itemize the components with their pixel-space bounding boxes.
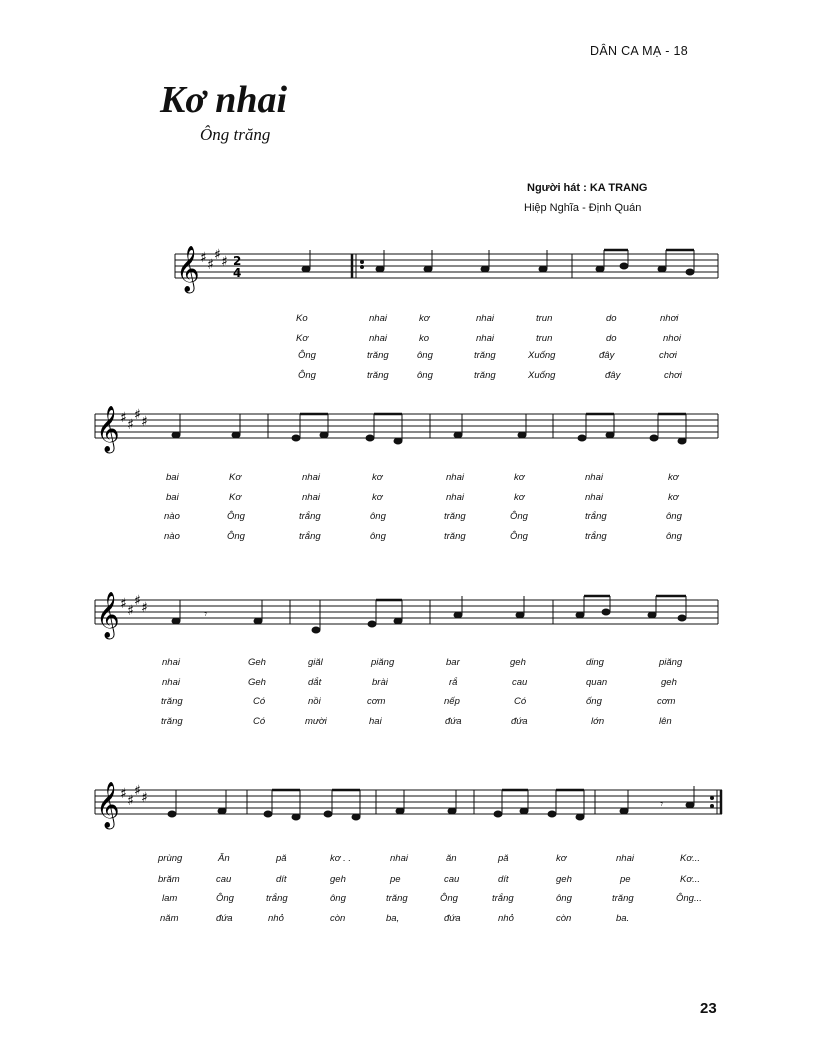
lyric-word: ông (666, 511, 682, 522)
lyric-word: lên (659, 716, 672, 727)
song-title: Kơ nhai (160, 79, 288, 121)
treble-clef-icon (96, 406, 120, 454)
lyric-word: Ông (227, 511, 245, 522)
svg-text:♯: ♯ (120, 786, 127, 802)
lyric-word: nhỏ (268, 913, 284, 924)
lyric-word: kơ (556, 853, 567, 864)
lyric-word: trăng (367, 350, 389, 361)
song-subtitle: Ông trăng (200, 125, 271, 144)
lyric-word: trắng (299, 511, 321, 522)
lyric-word: hai (369, 716, 382, 727)
lyric-word: trăng (474, 370, 496, 381)
lyric-word: trăng (444, 511, 466, 522)
lyric-word: Ông (510, 531, 528, 542)
lyric-word: còn (330, 913, 346, 924)
lyric-word: nhai (302, 492, 320, 503)
lyric-word: cơm (367, 696, 386, 707)
lyric-word: đứa (511, 716, 528, 727)
lyric-word: Kơ (229, 492, 242, 503)
svg-text:♯: ♯ (120, 596, 127, 612)
svg-text:𝄞: 𝄞 (96, 406, 120, 452)
lyric-word: nhai (369, 313, 387, 324)
lyric-word: Kơ (229, 472, 242, 483)
lyric-word: giăl (308, 657, 323, 668)
lyric-word: cơm (657, 696, 676, 707)
lyric-word: bai (166, 472, 179, 483)
lyric-word: nhai (369, 333, 387, 344)
lyric-word: ống (586, 696, 602, 707)
lyric-word: Kơ... (680, 874, 700, 885)
lyric-word: Có (514, 696, 527, 707)
lyric-word: năm (160, 913, 179, 924)
lyric-word: ông (417, 370, 433, 381)
key-signature-icon (200, 247, 228, 273)
lyric-word: nhơi (660, 313, 679, 324)
treble-clef-icon (96, 592, 120, 640)
lyric-word: nhai (476, 333, 494, 344)
lyric-word: Xuống (528, 370, 556, 381)
lyric-word: piăng (659, 657, 683, 668)
lyric-word: trắng (585, 511, 607, 522)
lyric-word: trun (536, 333, 553, 344)
lyric-word: dít (498, 874, 509, 885)
svg-text:♯: ♯ (134, 783, 141, 799)
lyric-word: Ăn (218, 853, 230, 864)
lyric-word: bar (446, 657, 460, 668)
lyric-word: kơ (372, 492, 383, 503)
lyric-word: ba, (386, 913, 400, 924)
svg-text:♯: ♯ (134, 593, 141, 609)
svg-text:𝄞: 𝄞 (96, 782, 120, 828)
lyric-word: pă (276, 853, 287, 864)
lyric-word: chơi (664, 370, 682, 381)
lyric-word: kơ (668, 472, 679, 483)
lyric-word: quan (586, 677, 608, 688)
lyric-word: đứa (444, 913, 461, 924)
lyric-word: trăng (161, 696, 183, 707)
lyric-word: Có (253, 696, 266, 707)
svg-text:𝄞: 𝄞 (96, 592, 120, 638)
lyric-word: dắt (308, 677, 322, 688)
time-signature (233, 254, 241, 280)
singer-credit: Người hát : KA TRANG (527, 182, 648, 194)
lyric-word: kơ (668, 492, 679, 503)
lyric-word: kơ . . (330, 853, 352, 864)
lyric-word: Geh (248, 677, 266, 688)
lyric-word: trăng (161, 716, 183, 727)
lyric-word: ông (417, 350, 433, 361)
lyric-word: do (606, 333, 617, 344)
lyric-word: nhỏ (498, 913, 514, 924)
lyric-word: nhai (476, 313, 494, 324)
lyric-word: trắng (585, 531, 607, 542)
lyric-word: nếp (444, 696, 460, 707)
lyric-word: pe (620, 874, 631, 885)
lyric-word: Kơ (296, 333, 309, 344)
music-staff-1 (0, 240, 816, 310)
lyric-word: nhai (302, 472, 320, 483)
notes-group-2 (172, 414, 686, 444)
lyric-word: Ko (296, 313, 308, 324)
lyric-word: nhai (616, 853, 634, 864)
lyric-word: trắng (492, 893, 514, 904)
lyric-word: Xuống (528, 350, 556, 361)
notes-group-3 (172, 596, 686, 633)
lyric-word: do (606, 313, 617, 324)
lyric-word: geh (510, 657, 526, 668)
page-number: 23 (700, 1000, 717, 1017)
lyric-word: prùng (158, 853, 183, 864)
lyric-word: ding (586, 657, 604, 668)
svg-text:♯: ♯ (141, 600, 148, 616)
lyric-word: cau (444, 874, 460, 885)
lyric-word: lớn (591, 716, 605, 727)
lyric-word: ông (556, 893, 572, 904)
lyric-word: nhai (585, 492, 603, 503)
lyric-word: rắ (449, 677, 458, 688)
svg-text:♯: ♯ (141, 790, 148, 806)
lyric-word: brài (372, 677, 388, 688)
lyric-word: pe (390, 874, 401, 885)
lyric-word: pă (498, 853, 509, 864)
svg-text:𝄾: 𝄾 (204, 607, 208, 621)
book-header: DÂN CA MẠ - 18 (590, 44, 688, 58)
lyric-word: chơi (659, 350, 677, 361)
lyric-word: nhoi (663, 333, 681, 344)
lyric-word: kơ (514, 472, 525, 483)
lyric-word: ăn (446, 853, 457, 864)
lyric-word: nhai (390, 853, 408, 864)
lyric-word: trăng (386, 893, 408, 904)
lyric-word: đứa (445, 716, 462, 727)
lyric-word: nhai (162, 677, 180, 688)
lyric-word: đây (605, 370, 621, 381)
svg-text:𝄾: 𝄾 (660, 797, 664, 811)
lyric-word: kơ (419, 313, 430, 324)
lyric-word: kơ (514, 492, 525, 503)
treble-clef-icon (176, 246, 200, 294)
lyric-word: brăm (158, 874, 180, 885)
lyric-word: geh (556, 874, 572, 885)
music-staff-4 (0, 776, 816, 846)
lyric-word: trăng (474, 350, 496, 361)
svg-text:♯: ♯ (127, 793, 134, 809)
lyric-word: Ông (440, 893, 458, 904)
lyric-word: nhai (585, 472, 603, 483)
svg-text:♯: ♯ (207, 257, 214, 273)
lyric-word: ba. (616, 913, 630, 924)
lyric-word: geh (330, 874, 346, 885)
lyric-word: nhai (162, 657, 180, 668)
lyric-word: ông (370, 531, 386, 542)
lyric-word: Ông... (676, 893, 702, 904)
lyric-word: Kơ... (680, 853, 700, 864)
lyric-word: Geh (248, 657, 266, 668)
lyric-word: mười (305, 716, 327, 727)
music-staff-3 (0, 586, 816, 656)
svg-text:♯: ♯ (221, 254, 228, 270)
lyric-word: còn (556, 913, 572, 924)
lyric-word: trăng (367, 370, 389, 381)
lyric-word: Ông (216, 893, 234, 904)
svg-text:♯: ♯ (127, 417, 134, 433)
lyric-word: bai (166, 492, 179, 503)
svg-text:♯: ♯ (214, 247, 221, 263)
lyric-word: cau (216, 874, 232, 885)
svg-text:♯: ♯ (141, 414, 148, 430)
lyric-word: piăng (371, 657, 395, 668)
svg-text:𝄞: 𝄞 (176, 246, 200, 292)
lyric-word: geh (661, 677, 677, 688)
lyric-word: Ông (298, 350, 316, 361)
lyric-word: trắng (266, 893, 288, 904)
treble-clef-icon (96, 782, 120, 830)
key-signature-icon (120, 407, 148, 433)
lyric-word: ông (370, 511, 386, 522)
lyric-word: Ông (227, 531, 245, 542)
svg-text:2: 2 (233, 254, 242, 268)
key-signature-icon (120, 783, 148, 809)
lyric-word: Ông (298, 370, 316, 381)
music-staff-2 (0, 400, 816, 470)
lyric-word: đây (599, 350, 615, 361)
svg-text:♯: ♯ (120, 410, 127, 426)
lyric-word: ông (330, 893, 346, 904)
lyric-word: Có (253, 716, 266, 727)
lyric-word: trắng (299, 531, 321, 542)
lyric-word: nhai (446, 472, 464, 483)
lyric-word: Ông (510, 511, 528, 522)
notes-group-4 (168, 786, 714, 820)
svg-text:♯: ♯ (134, 407, 141, 423)
svg-text:♯: ♯ (200, 250, 207, 266)
lyric-word: nào (164, 511, 180, 522)
lyric-word: trăng (612, 893, 634, 904)
lyric-word: kơ (372, 472, 383, 483)
key-signature-icon (120, 593, 148, 619)
lyric-word: lam (162, 893, 178, 904)
place-credit: Hiệp Nghĩa - Định Quán (524, 202, 642, 214)
svg-text:♯: ♯ (127, 603, 134, 619)
lyric-word: trăng (444, 531, 466, 542)
lyric-word: nhai (446, 492, 464, 503)
lyric-word: trun (536, 313, 553, 324)
lyric-word: đứa (216, 913, 233, 924)
lyric-word: nồi (308, 696, 321, 707)
svg-text:4: 4 (233, 266, 242, 280)
lyric-word: nào (164, 531, 180, 542)
lyric-word: dít (276, 874, 287, 885)
lyric-word: cau (512, 677, 528, 688)
lyric-word: ko (419, 333, 430, 344)
lyric-word: ông (666, 531, 682, 542)
